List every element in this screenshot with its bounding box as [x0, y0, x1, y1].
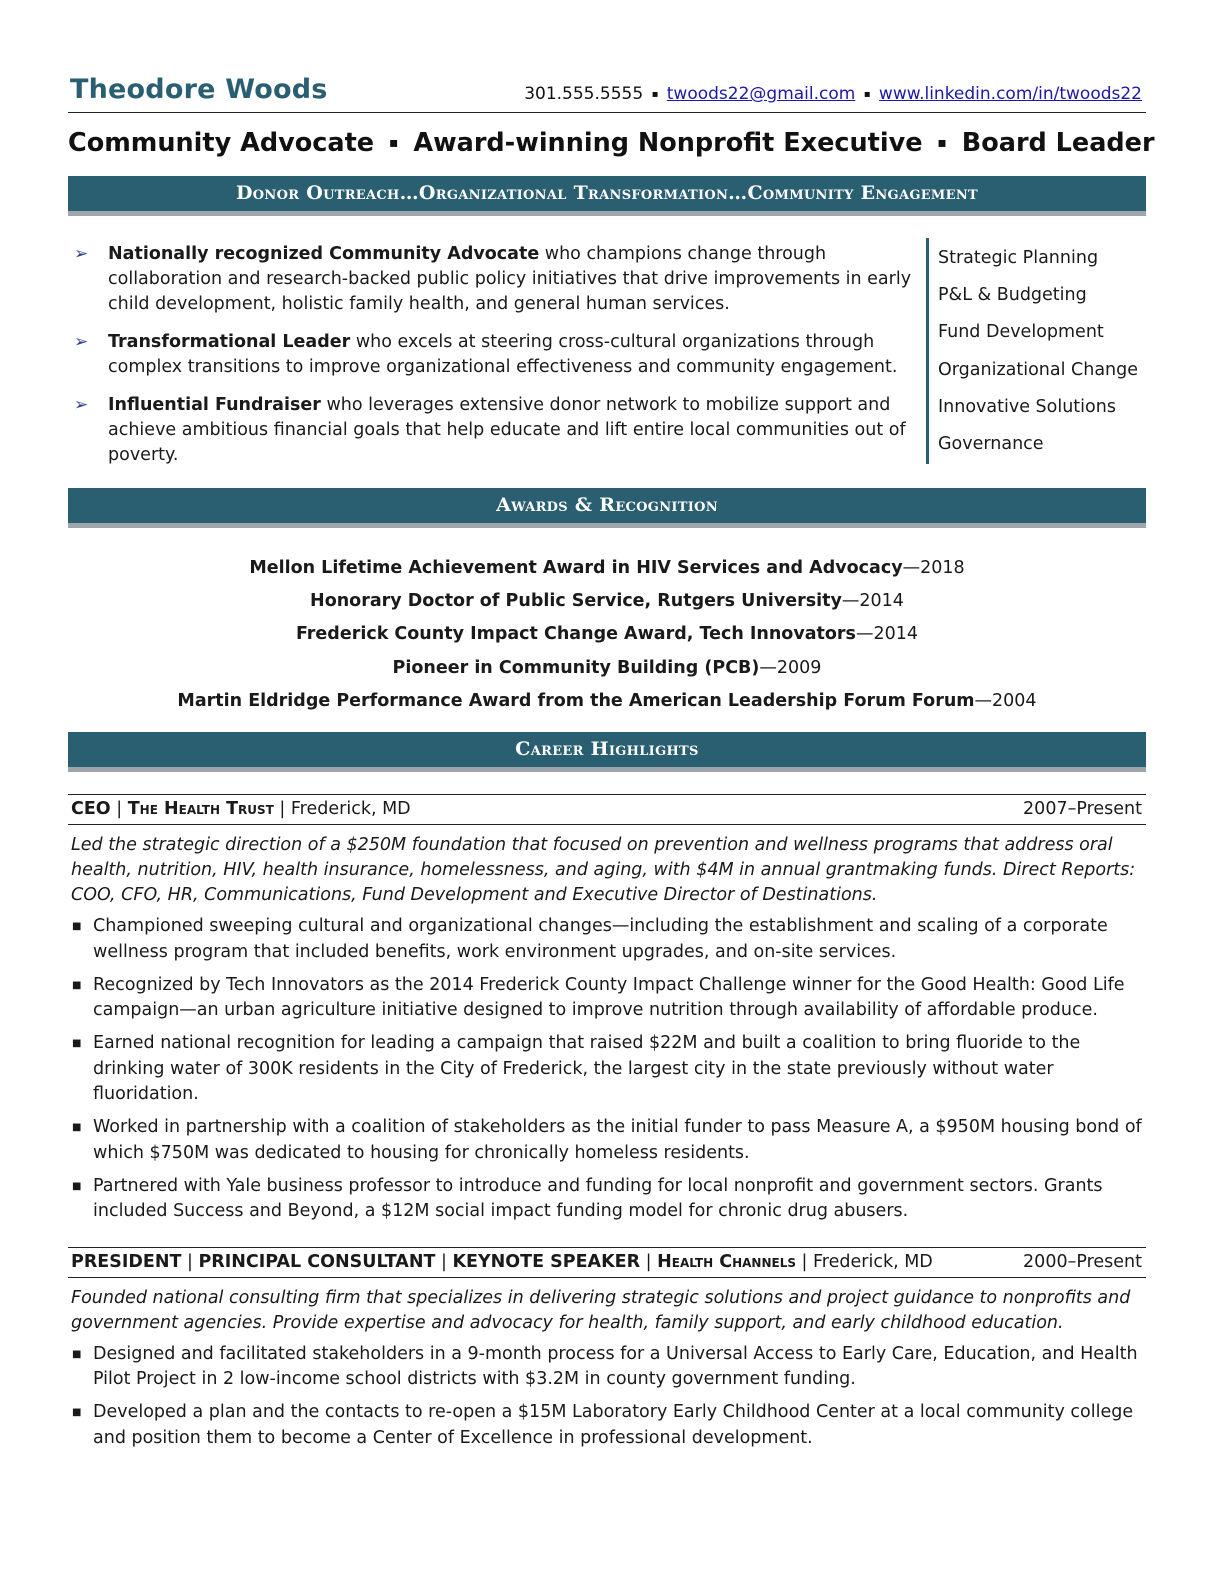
award-year: —2009 [759, 657, 822, 678]
square-bullet-icon: ■ [72, 1122, 82, 1134]
job-title: PRESIDENT [71, 1251, 182, 1272]
achievement-text: Developed a plan and the contacts to re-open a $15M Laboratory Early Childhood Center at a local community college and position them to become a Center of Excellence in professional development. [93, 1402, 1134, 1448]
job-title: CEO [71, 799, 111, 820]
summary-bullet-lead: Transformational Leader [108, 332, 351, 352]
headline-item: Award-winning Nonprofit Executive [413, 128, 923, 158]
separator: ▪ [863, 89, 871, 100]
summary-bullet [68, 393, 924, 468]
skill-item: Strategic Planning [938, 248, 1099, 268]
job-title: KEYNOTE SPEAKER [452, 1251, 641, 1272]
job-description: Led the strategic direction of a $250M foundation that focused on prevention and wellness programs that address oral health, nutrition, HIV, health insurance, homelessness, and aging, with $4M in annual grantmaking funds. Direct Reports: COO, CFO, HR, Communications, Fund Development and Executive Director of Destinations. [71, 835, 1136, 906]
skill-item: Governance [938, 434, 1044, 455]
section-band-awards: Awards & Recognition [68, 488, 1146, 528]
square-bullet-icon: ■ [72, 1180, 82, 1192]
summary-bullet-text: who excels at steering cross-cultural organizations through complex transitions to improve organizational effectiveness and community engagement. [108, 332, 898, 377]
professional-headline [68, 128, 1155, 162]
achievement-item [68, 1400, 1146, 1451]
organization-name: The Health Trust [127, 799, 274, 820]
phone-number: 301.555.5555 [524, 84, 644, 104]
arrow-bullet-icon: ➢ [74, 395, 89, 415]
resume-page [68, 70, 1155, 1459]
award-year: —2018 [902, 558, 965, 578]
arrow-bullet-icon: ➢ [74, 332, 89, 352]
skill-item: Organizational Change [938, 359, 1139, 380]
award-item [68, 685, 1146, 718]
achievement-text: Championed sweeping cultural and organizational changes—including the establishment and scaling of a corporate wellness program that included benefits, work environment upgrades, and on-site services. [93, 916, 1108, 962]
job-description: Founded national consulting firm that specializes in delivering strategic solutions and project guidance to nonprofits and government agencies. Provide expertise and advocacy for health, family support, and early childhood education. [71, 1287, 1131, 1333]
summary-bullet-text: who champions change through collaboration and research-backed public policy initiatives that drive improvements in early child development, holistic family health, and general human services. [108, 244, 912, 314]
achievement-text: Recognized by Tech Innovators as the 2014 Frederick County Impact Challenge winner for the Good Health: Good Life campaign—an urban agriculture initiative designed to improve nutrition through availability of affordable produce. [93, 974, 1125, 1021]
job-entry [68, 1247, 1146, 1452]
award-title: Frederick County Impact Change Award, Tech Innovators [295, 624, 856, 645]
section-band-summary: Donor Outreach…Organizational Transformation…Community Engagement [68, 176, 1146, 216]
award-year: —2004 [974, 690, 1037, 711]
job-title-line: CEO | The Health Trust | Frederick, MD [71, 799, 411, 820]
summary-bullet [68, 242, 924, 317]
achievement-text: Earned national recognition for leading a campaign that raised $22M and built a coalition to bring fluoride to the drinking water of 300K residents in the City of Frederick, the largest city in the state previously without water fluoridation. [93, 1033, 1081, 1105]
square-bullet-icon: ■ [72, 979, 82, 991]
summary-section [68, 216, 1146, 488]
achievement-item [68, 1115, 1146, 1166]
square-bullet-icon: ■ [72, 1038, 82, 1050]
job-title: PRINCIPAL CONSULTANT [198, 1251, 436, 1272]
achievement-item [68, 1342, 1146, 1393]
arrow-bullet-icon: ➢ [74, 244, 89, 264]
award-item [68, 652, 1146, 685]
email-link[interactable]: twoods22@gmail.com [666, 84, 856, 104]
square-bullet-icon: ■ [72, 1348, 82, 1360]
candidate-name: Theodore Woods [70, 74, 328, 105]
award-item [68, 618, 1146, 651]
skill-item: Fund Development [938, 322, 1104, 343]
skill-item: P&L & Budgeting [938, 285, 1087, 306]
award-title: Martin Eldridge Performance Award from the American Leadership Forum Forum [177, 690, 975, 711]
section-band-career: Career Highlights [68, 732, 1146, 772]
square-bullet-icon: ■ [72, 921, 82, 933]
award-title: Mellon Lifetime Achievement Award in HIV Services and Advocacy [249, 558, 903, 578]
separator: ▪ [937, 135, 947, 151]
job-achievements [68, 1342, 1146, 1452]
summary-bullet-lead: Influential Fundraiser [108, 395, 321, 415]
achievement-text: Partnered with Yale business professor to introduce and funding for local nonprofit and government sectors. Grants included Success and Beyond, a $12M social impact funding model for chronic drug abusers. [93, 1175, 1103, 1222]
summary-bullet [68, 330, 924, 380]
summary-bullet-lead: Nationally recognized Community Advocate [108, 244, 540, 264]
achievement-item [68, 973, 1146, 1024]
achievement-item [68, 1174, 1146, 1225]
award-year: —2014 [841, 591, 904, 612]
achievement-item [68, 1031, 1146, 1108]
linkedin-link[interactable]: www.linkedin.com/in/twoods22 [878, 84, 1142, 104]
award-item [68, 585, 1146, 618]
job-title-line: PRESIDENT | PRINCIPAL CONSULTANT | KEYNOTE SPEAKER | Health Channels | Frederick, MD [71, 1251, 933, 1272]
award-title: Honorary Doctor of Public Service, Rutgers University [310, 591, 842, 612]
separator: ▪ [651, 89, 659, 100]
job-entry [68, 794, 1146, 1225]
separator: ▪ [388, 135, 399, 151]
core-skills-list [926, 238, 1158, 464]
headline-item: Board Leader [961, 128, 1155, 158]
award-year: —2014 [855, 624, 919, 645]
summary-bullet-text: who leverages extensive donor network to mobilize support and achieve ambitious financial goals that help educate and lift entire local communities out of poverty. [108, 395, 906, 465]
contact-info [524, 84, 1142, 104]
award-item [68, 552, 1146, 585]
job-header [68, 1247, 1146, 1278]
headline-item: Community Advocate [68, 128, 375, 158]
skill-item: Innovative Solutions [938, 396, 1116, 417]
achievement-text: Designed and facilitated stakeholders in a 9-month process for a Universal Access to Early Care, Education, and Health Pilot Project in 2 low-income school districts with $3.2M in county government funding. [93, 1343, 1138, 1390]
summary-bullets [68, 242, 924, 481]
job-location: Frederick, MD [813, 1251, 933, 1272]
job-location: Frederick, MD [290, 799, 411, 820]
job-dates: 2007–Present [1023, 799, 1142, 820]
achievement-text: Worked in partnership with a coalition of stakeholders as the initial funder to pass Measure A, a $950M housing bond of which $750M was dedicated to housing for chronically homeless residents. [93, 1117, 1142, 1163]
job-achievements [68, 914, 1146, 1225]
achievement-item [68, 914, 1146, 965]
award-title: Pioneer in Community Building (PCB) [392, 657, 760, 678]
resume-header [68, 70, 1146, 113]
awards-section [68, 528, 1146, 732]
organization-name: Health Channels [657, 1251, 796, 1272]
job-dates: 2000–Present [1023, 1251, 1142, 1272]
square-bullet-icon: ■ [72, 1407, 82, 1419]
job-header [68, 794, 1146, 825]
